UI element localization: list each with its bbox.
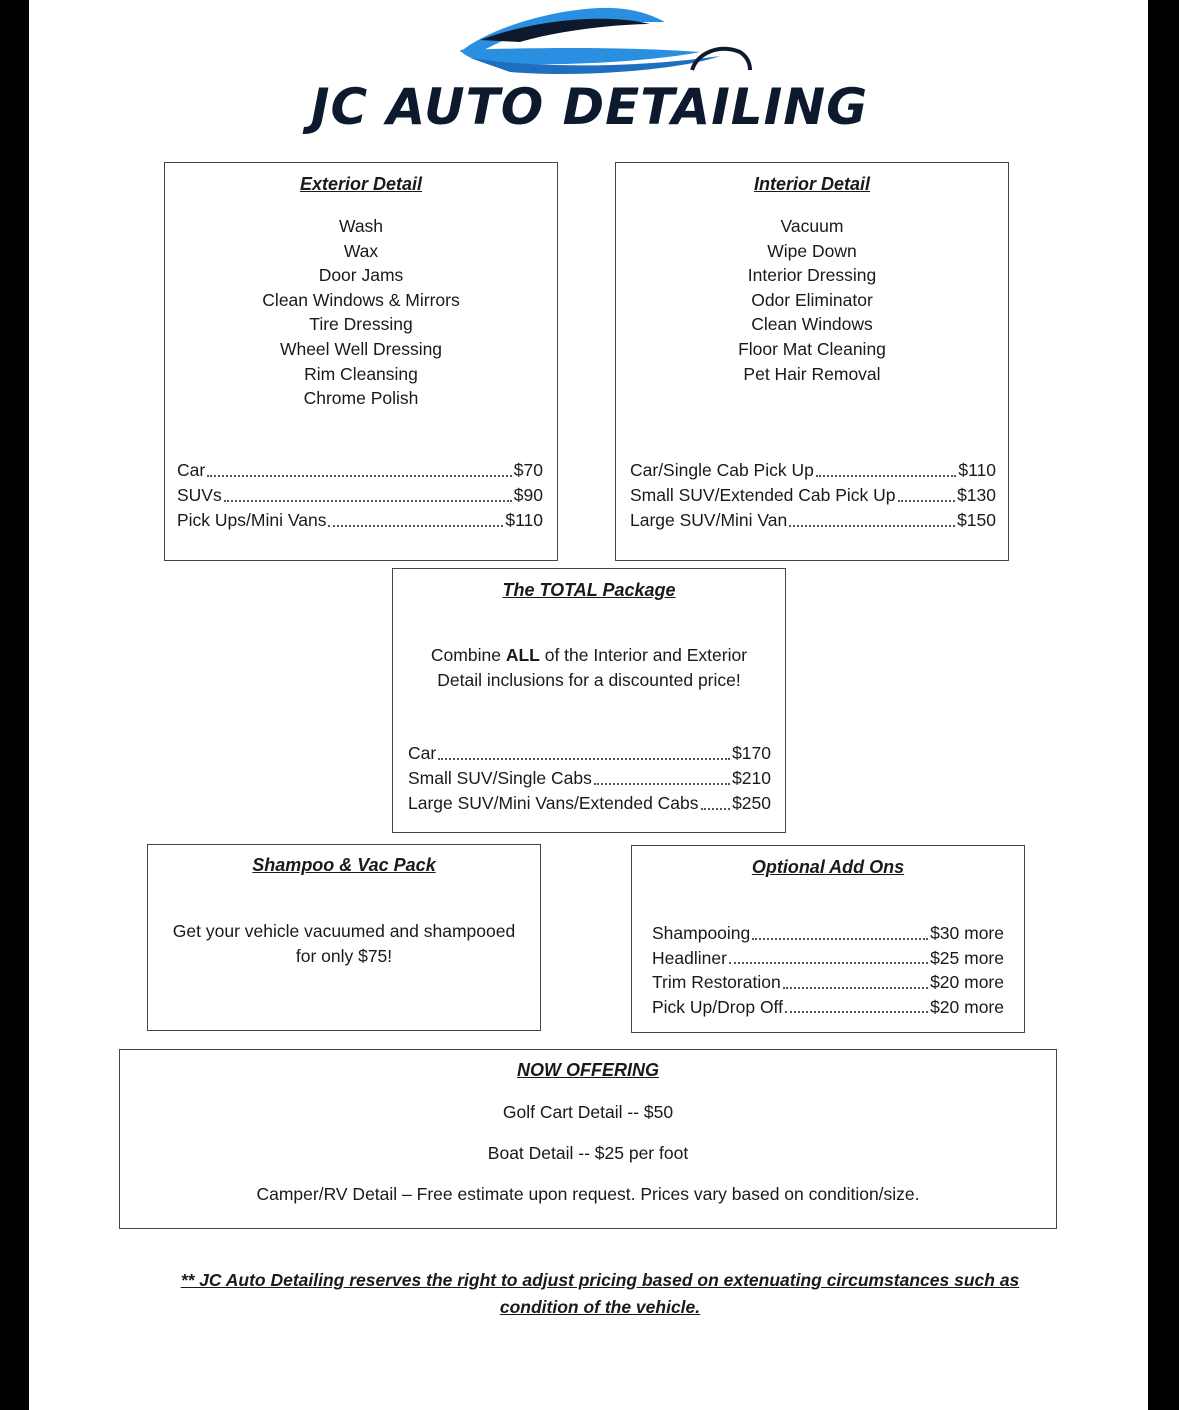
offering-boat: Boat Detail -- $25 per foot (487, 1143, 689, 1163)
addon-row: Headliner $25 more (652, 947, 1004, 968)
offering-golf-cart: Golf Cart Detail -- $50 (502, 1102, 674, 1122)
addon-row: Trim Restoration $20 more (652, 972, 1004, 992)
list-item: Chrome Polish (303, 388, 419, 409)
list-item: Floor Mat Cleaning (738, 338, 886, 359)
price-row: Large SUV/Mini Van $150 (630, 510, 996, 530)
price-row: Small SUV/Extended Cab Pick Up $130 (630, 485, 996, 505)
total-prices (408, 741, 771, 816)
now-offering-title: NOW OFFERING (517, 1060, 659, 1080)
total-package-box (392, 568, 786, 833)
optional-addons-box (631, 845, 1025, 1033)
now-offering-box (119, 1049, 1057, 1229)
price-row: Pick Ups/Mini Vans $110 (177, 510, 543, 530)
interior-detail-box (615, 162, 1009, 561)
list-item: Clean Windows & Mirrors (262, 289, 460, 310)
price-row: Car/Single Cab Pick Up $110 (630, 460, 996, 480)
list-item: Wash (338, 216, 384, 236)
list-item: Wheel Well Dressing (279, 338, 443, 359)
price-row: Car $70 (177, 460, 543, 480)
addon-row: Shampooing $30 more (652, 923, 1004, 943)
price-row: SUVs $90 (177, 485, 543, 505)
list-item: Clean Windows (751, 314, 873, 335)
addon-row: Pick Up/Drop Off $20 more (652, 996, 1004, 1017)
shampoo-title: Shampoo & Vac Pack (252, 855, 436, 875)
interior-title: Interior Detail (753, 174, 871, 194)
list-item: Interior Dressing (747, 265, 877, 286)
exterior-detail-box (164, 162, 558, 561)
interior-list (616, 214, 1008, 386)
list-item: Vacuum (780, 216, 844, 236)
exterior-title: Exterior Detail (299, 174, 423, 194)
price-row: Large SUV/Mini Vans/Extended Cabs $250 (408, 793, 771, 813)
total-title: The TOTAL Package (502, 580, 676, 600)
brand-title: JC AUTO DETAILING (310, 78, 869, 136)
list-item: Pet Hair Removal (743, 363, 881, 384)
addons-title: Optional Add Ons (751, 857, 905, 877)
shampoo-description: Get your vehicle vacuumed and shampooed for only $75! (172, 921, 516, 966)
shampoo-vac-box (147, 844, 541, 1031)
pricing-disclaimer: ** JC Auto Detailing reserves the right to adjust pricing based on extenuating circumstances such as condition of the vehicle. (180, 1270, 1020, 1317)
interior-prices (630, 458, 996, 533)
offering-camper-rv: Camper/RV Detail – Free estimate upon request. Prices vary based on condition/size. (256, 1184, 920, 1204)
list-item: Rim Cleansing (304, 363, 418, 384)
list-item: Wax (343, 240, 379, 261)
list-item: Wipe Down (767, 240, 857, 261)
list-item: Odor Eliminator (751, 289, 873, 310)
price-row: Car $170 (408, 743, 771, 763)
exterior-list (165, 214, 557, 411)
list-item: Tire Dressing (309, 314, 413, 335)
total-description: Combine ALL of the Interior and Exterior Detail inclusions for a discounted price! (430, 645, 748, 690)
price-row: Small SUV/Single Cabs $210 (408, 768, 771, 788)
list-item: Door Jams (318, 265, 404, 286)
addons-list (652, 921, 1004, 1019)
exterior-prices (177, 458, 543, 533)
